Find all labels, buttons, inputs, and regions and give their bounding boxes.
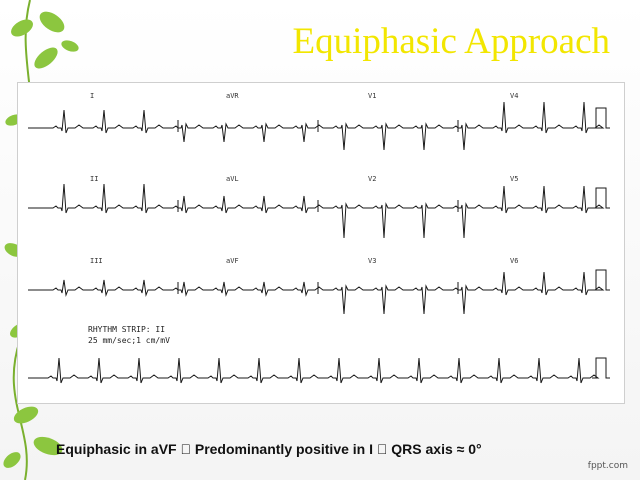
- brand-logo-text: fppt.com: [587, 461, 628, 471]
- slide-caption: Equiphasic in aVF Predominantly positive in I QRS axis ≈ 0°: [56, 441, 453, 457]
- ecg-image: [17, 82, 625, 404]
- rhythm-strip-title: RHYTHM STRIP: II: [88, 325, 166, 334]
- lead-label-i: I: [90, 92, 95, 100]
- lead-label-iii: III: [90, 257, 103, 265]
- lead-label-avl: aVL: [226, 175, 239, 183]
- lead-label-v6: V6: [510, 257, 519, 265]
- trace-row-3: [28, 272, 603, 314]
- lead-label-v1: V1: [368, 92, 377, 100]
- lead-label-v4: V4: [510, 92, 519, 100]
- calibration-pulse-1: [593, 108, 610, 128]
- calibration-pulse-3: [593, 270, 610, 290]
- lead-label-avr: aVR: [226, 92, 239, 100]
- trace-row-1: [28, 102, 603, 150]
- lead-label-ii: II: [90, 175, 99, 183]
- trace-row-2: [28, 184, 603, 238]
- lead-label-v5: V5: [510, 175, 519, 183]
- trace-rhythm-strip: [28, 358, 598, 383]
- slide-title: Equiphasic Approach: [292, 21, 610, 62]
- lead-label-avf: aVF: [226, 257, 239, 265]
- calibration-pulse-4: [593, 358, 610, 378]
- rhythm-strip-settings: 25 mm/sec;1 cm/mV: [88, 336, 170, 345]
- calibration-pulse-2: [593, 188, 610, 208]
- lead-label-v3: V3: [368, 257, 377, 265]
- lead-label-v2: V2: [368, 175, 377, 183]
- ecg-traces: [18, 83, 624, 403]
